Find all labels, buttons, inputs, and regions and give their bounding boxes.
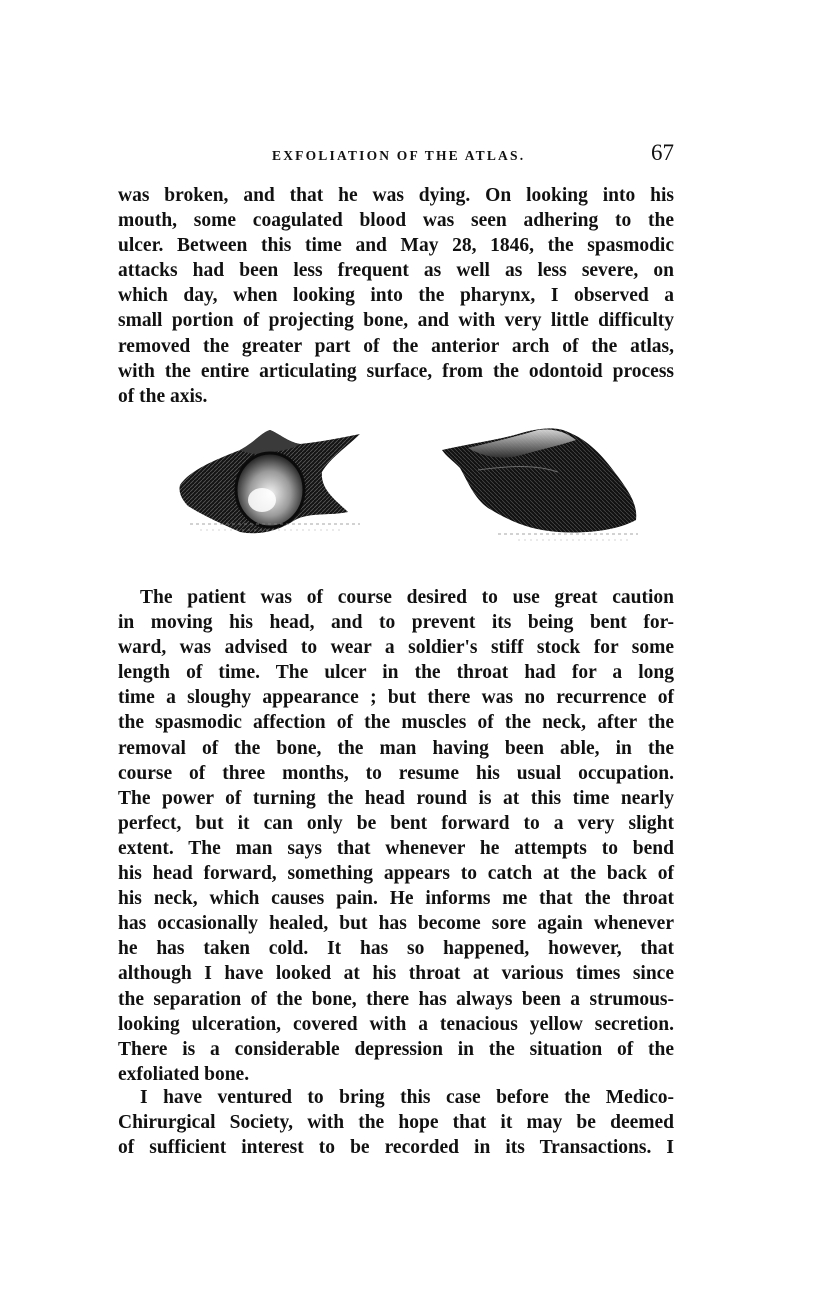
text-line: time a sloughy appearance ; but there was no recurrence of [118, 687, 674, 709]
text-line: in moving his head, and to prevent its being bent for- [118, 612, 674, 634]
text-line: his neck, which causes pain. He informs me that the throat [118, 888, 674, 910]
text-line: perfect, but it can only be bent forward to a very slight [118, 812, 674, 834]
text-line: course of three months, to resume his usual occupation. [118, 762, 674, 784]
text-line: which day, when looking into the pharynx, I observed a [118, 285, 674, 307]
paragraph-3 [118, 1085, 674, 1160]
text-line: ward, was advised to wear a soldier's stiff stock for some [118, 637, 674, 659]
text-line: of the axis. [118, 385, 208, 407]
text-line: ulcer. Between this time and May 28, 1846, the spasmodic [118, 235, 674, 257]
text-line: Chirurgical Society, with the hope that it may be deemed [118, 1112, 674, 1134]
text-line: length of time. The ulcer in the throat had for a long [118, 662, 674, 684]
text-line: has occasionally healed, but has become sore again whenever [118, 913, 674, 935]
text-line: looking ulceration, covered with a tenacious yellow secretion. [118, 1013, 674, 1035]
text-line: exfoliated bone. [118, 1063, 250, 1085]
text-line: the separation of the bone, there has always been a strumous- [118, 988, 674, 1010]
text-line: the spasmodic affection of the muscles of the neck, after the [118, 712, 674, 734]
bone-fragment-front-icon [170, 420, 380, 550]
text-line: was broken, and that he was dying. On looking into his [118, 185, 674, 206]
text-line: his head forward, something appears to catch at the back of [118, 863, 674, 885]
bone-figure [170, 420, 660, 560]
page-number: 67 [651, 140, 674, 165]
text-line: he has taken cold. It has so happened, however, that [118, 938, 674, 960]
text-line: although I have looked at his throat at various times since [118, 963, 674, 985]
text-line: There is a considerable depression in the situation of the [118, 1038, 674, 1060]
paragraph-2 [118, 585, 674, 1087]
text-line: removal of the bone, the man having been able, in the [118, 737, 674, 759]
text-line: extent. The man says that whenever he attempts to bend [118, 837, 674, 859]
running-title: EXFOLIATION OF THE ATLAS. [272, 148, 526, 163]
text-line: of sufficient interest to be recorded in its Transactions. I [118, 1137, 674, 1159]
text-line: The patient was of course desired to use great caution [140, 587, 674, 608]
text-line: I have ventured to bring this case before the Medico- [140, 1087, 674, 1108]
text-line: mouth, some coagulated blood was seen adhering to the [118, 210, 674, 232]
text-line: with the entire articulating surface, from the odontoid process [118, 360, 674, 382]
text-line: The power of turning the head round is at this time nearly [118, 787, 674, 809]
bone-fragment-side-icon [438, 420, 648, 550]
text-line: small portion of projecting bone, and with very little difficulty [118, 310, 674, 332]
text-line: removed the greater part of the anterior arch of the atlas, [118, 335, 674, 357]
running-header [118, 142, 674, 172]
paragraph-1 [118, 183, 674, 409]
text-line: attacks had been less frequent as well as less severe, on [118, 260, 674, 282]
